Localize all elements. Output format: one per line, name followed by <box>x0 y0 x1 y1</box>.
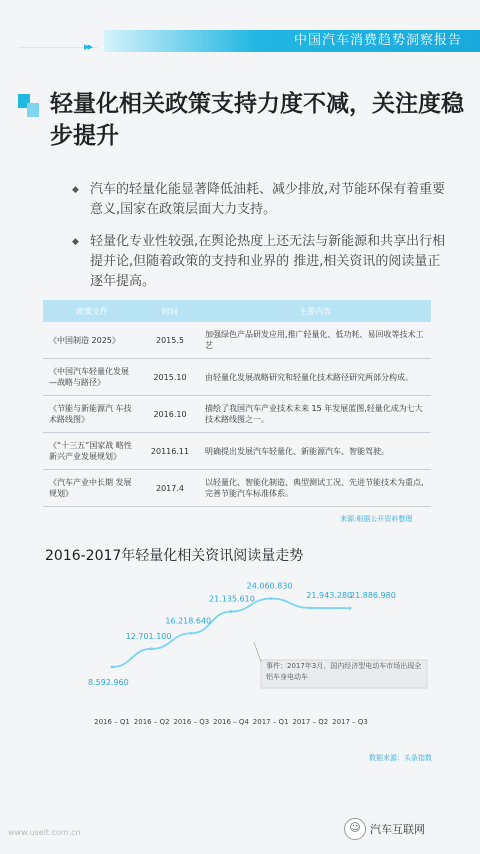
data-point <box>309 606 312 609</box>
table-row <box>43 433 431 470</box>
data-label: 16.218.640 <box>165 616 212 626</box>
bullet-diamond-icon: ◆ <box>72 237 79 247</box>
table-cell: 2015.10 <box>141 359 199 396</box>
table-cell: 《汽车产业中长期 发展规划》 <box>43 470 141 507</box>
annotation-text-wrap <box>266 661 426 689</box>
table-cell: 《节能与新能源汽 车技术路线图》 <box>43 396 141 433</box>
table-cell: 2017.4 <box>141 470 199 507</box>
table-source: 来源:根据公开资料整理 <box>340 515 413 523</box>
x-tick-label: 2017 – Q3 <box>332 718 368 726</box>
footer-url: www.useit.com.cn <box>8 828 81 837</box>
table-cell: 由轻量化发展战略研究和轻量化技术路径研究两部分构成。 <box>199 359 431 396</box>
double-arrow-icon: ▸▸ <box>84 40 92 53</box>
chart-title: 2016-2017年轻量化相关资讯阅读量走势 <box>45 548 304 564</box>
table-cell: 20116.11 <box>141 433 199 470</box>
table-cell: 加强绿色产品研发应用,推广轻量化、低功耗、易回收等技术工艺 <box>199 322 431 359</box>
column-header: 政策文件 <box>43 300 141 322</box>
bullet-item <box>72 180 452 220</box>
report-title: 中国汽车消费趋势洞察报告 <box>293 33 462 48</box>
table-row <box>43 470 431 507</box>
wechat-icon: ☺ <box>344 818 366 840</box>
table-row <box>43 396 431 433</box>
watermark: 汽车互联网 <box>370 823 425 836</box>
bullet-diamond-icon: ◆ <box>72 185 79 195</box>
bullet-text: 轻量化专业性较强,在舆论热度上还无法与新能源和共享出行相提并论,但随着政策的支持和业界的 推进,相关资讯的阅读量正逐年提高。 <box>90 234 446 289</box>
x-tick-label: 2017 – Q1 <box>252 718 289 726</box>
policy-table <box>43 300 431 507</box>
table-cell: 《中国汽车轻量化发展—战略与路径》 <box>43 359 141 396</box>
table-cell: 2016.10 <box>141 396 199 433</box>
table-header-row <box>43 300 431 322</box>
chart-source: 数据来源：头条指数 <box>369 754 432 762</box>
column-header: 主要内容 <box>199 300 431 322</box>
table-cell: 2015.5 <box>141 322 199 359</box>
table-row <box>43 322 431 359</box>
bullet-list <box>72 180 452 304</box>
data-point <box>150 647 153 650</box>
bullet-item <box>72 232 452 292</box>
header-bar <box>104 30 480 52</box>
table-row <box>43 359 431 396</box>
table-cell: 描绘了我国汽车产业技术未来 15 年发展蓝图,轻量化成为七大技术路线图之一。 <box>199 396 431 433</box>
section-square-icon <box>18 94 40 116</box>
annotation-text: 事件：2017年3月，国内经济型电动车市场出现全铝车身电动车 <box>266 662 422 681</box>
x-tick-label: 2016 – Q3 <box>173 718 210 726</box>
data-label: 8.592.960 <box>88 677 129 687</box>
data-point <box>269 597 272 600</box>
data-point <box>190 632 193 635</box>
x-tick-label: 2016 – Q1 <box>94 718 130 726</box>
data-label: 21.886.980 <box>350 591 396 601</box>
line-chart <box>0 570 480 750</box>
data-label: 24.060.830 <box>246 581 293 591</box>
column-header: 时间 <box>141 300 199 322</box>
data-label: 21.943.280 <box>306 590 353 600</box>
data-point <box>111 665 114 668</box>
table-cell: 明确提出发展汽车轻量化、新能源汽车、智能驾驶。 <box>199 433 431 470</box>
data-label: 21.135.610 <box>209 594 255 604</box>
table-cell: 以轻量化、智能化制造、典型测试工况、先进节能技术为重点,完善节能汽车标准体系。 <box>199 470 431 507</box>
annotation-leader <box>254 642 261 662</box>
x-tick-label: 2017 – Q2 <box>292 718 329 726</box>
x-tick-label: 2016 – Q2 <box>133 718 170 726</box>
data-point <box>349 607 352 610</box>
bullet-text: 汽车的轻量化能显著降低油耗、减少排放,对节能环保有着重要意义,国家在政策层面大力支持。 <box>90 182 446 217</box>
data-label: 12.701.100 <box>125 631 172 641</box>
data-point <box>230 610 233 613</box>
section-heading: 轻量化相关政策支持力度不减，关注度稳步提升 <box>50 91 464 149</box>
table-cell: 《“十三五”国家战 略性新兴产业发展规划》 <box>43 433 141 470</box>
table-cell: 《中国制造 2025》 <box>43 322 141 359</box>
x-tick-label: 2016 – Q4 <box>213 718 249 726</box>
